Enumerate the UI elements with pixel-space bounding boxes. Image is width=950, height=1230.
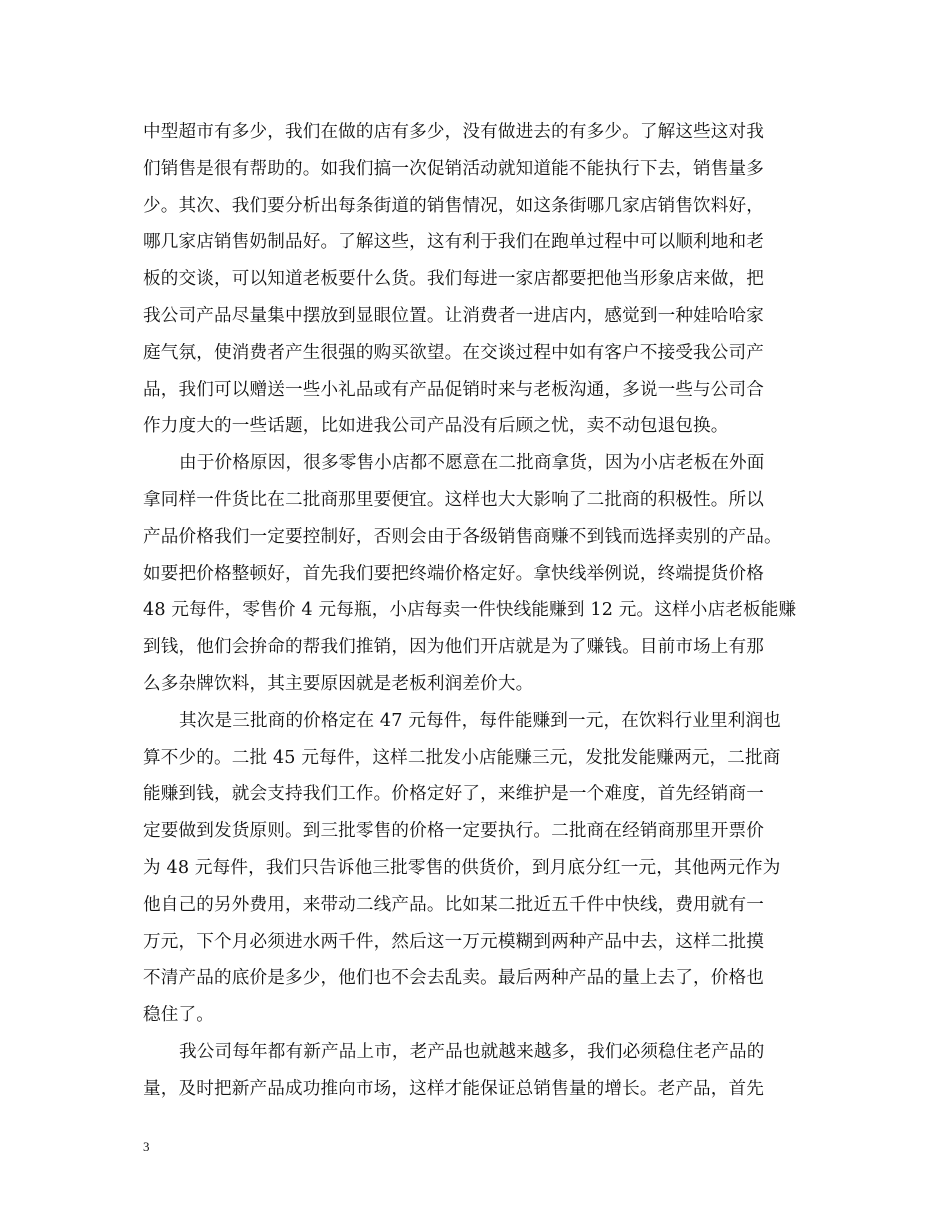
text-line: 稳住了。 <box>143 1005 214 1026</box>
text-line: 么多杂牌饮料，其主要原因就是老板利润差价大。 <box>143 673 534 694</box>
text-line: 庭气氛，使消费者产生很强的购买欲望。在交谈过程中如有客户不接受我公司产 <box>143 342 765 363</box>
text-line: 品，我们可以赠送一些小礼品或有产品促销时来与老板沟通，多说一些与公司合 <box>143 379 765 400</box>
text-line: 们销售是很有帮助的。如我们搞一次促销活动就知道能不能执行下去，销售量多 <box>143 158 765 179</box>
text-line: 万元，下个月必须进水两千件，然后这一万元模糊到两种产品中去，这样二批摸 <box>143 931 765 952</box>
text-line: 其次是三批商的价格定在 47 元每件，每件能赚到一元，在饮料行业里利润也 <box>179 710 781 731</box>
text-line: 到钱，他们会拚命的帮我们推销，因为他们开店就是为了赚钱。目前市场上有那 <box>143 637 765 658</box>
text-line: 算不少的。二批 45 元每件，这样二批发小店能赚三元，发批发能赚两元，二批商 <box>143 747 781 768</box>
text-line: 48 元每件，零售价 4 元每瓶，小店每卖一件快线能赚到 12 元。这样小店老板能赚 <box>143 600 797 621</box>
text-line: 少。其次、我们要分析出每条街道的销售情况，如这条街哪几家店销售饮料好， <box>143 195 765 216</box>
text-line: 由于价格原因，很多零售小店都不愿意在二批商拿货，因为小店老板在外面 <box>179 453 765 474</box>
text-line: 量，及时把新产品成功推向市场，这样才能保证总销售量的增长。老产品，首先 <box>143 1078 765 1099</box>
text-line: 板的交谈，可以知道老板要什么货。我们每进一家店都要把他当形象店来做，把 <box>143 269 765 290</box>
text-line: 不清产品的底价是多少，他们也不会去乱卖。最后两种产品的量上去了，价格也 <box>143 968 765 989</box>
text-line: 他自己的另外费用，来带动二线产品。比如某二批近五千件中快线，费用就有一 <box>143 894 765 915</box>
text-line: 中型超市有多少，我们在做的店有多少，没有做进去的有多少。了解这些这对我 <box>143 122 765 142</box>
text-line: 能赚到钱，就会支持我们工作。价格定好了，来维护是一个难度，首先经销商一 <box>143 784 765 805</box>
text-line: 我公司每年都有新产品上市，老产品也就越来越多，我们必须稳住老产品的 <box>179 1041 765 1062</box>
text-line: 哪几家店销售奶制品好。了解这些，这有利于我们在跑单过程中可以顺利地和老 <box>143 232 765 253</box>
text-line: 产品价格我们一定要控制好，否则会由于各级销售商赚不到钱而选择卖别的产品。 <box>143 526 782 547</box>
text-line: 我公司产品尽量集中摆放到显眼位置。让消费者一进店内，感觉到一种娃哈哈家 <box>143 305 765 326</box>
page-number: 3 <box>143 1139 150 1154</box>
text-line: 定要做到发货原则。到三批零售的价格一定要执行。二批商在经销商那里开票价 <box>143 821 765 842</box>
text-line: 拿同样一件货比在二批商那里要便宜。这样也大大影响了二批商的积极性。所以 <box>143 489 765 510</box>
text-line: 如要把价格整顿好，首先我们要把终端价格定好。拿快线举例说，终端提货价格 <box>143 563 765 584</box>
body-text <box>143 114 823 1108</box>
text-line: 作力度大的一些话题，比如进我公司产品没有后顾之忧，卖不动包退包换。 <box>143 416 729 437</box>
text-line: 为 48 元每件，我们只告诉他三批零售的供货价，到月底分红一元，其他两元作为 <box>143 857 781 878</box>
